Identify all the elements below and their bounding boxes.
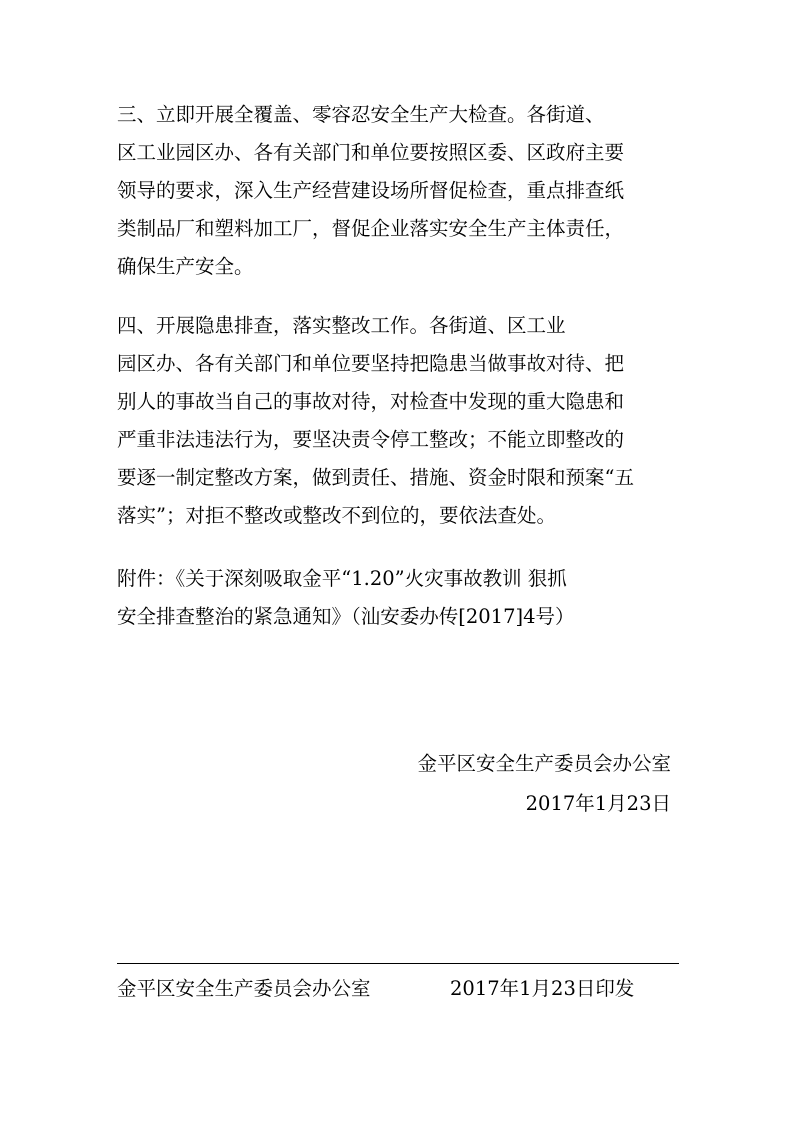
paragraph-line: 四、开展隐患排查，落实整改工作。各街道、区工业 [117, 314, 566, 337]
paragraph-line: 区工业园区办、各有关部门和单位要按照区委、区政府主要 [117, 141, 625, 164]
signature-org: 金平区安全生产委员会办公室 [417, 752, 671, 775]
footer-issued-date: 2017年1月23日印发 [450, 977, 635, 1000]
paragraph-line: 落实”；对拒不整改或整改不到位的，要依法查处。 [117, 504, 556, 527]
paragraph-line: 要逐一制定整改方案，做到责任、措施、资金时限和预案“五 [117, 466, 634, 489]
paragraph-line: 园区办、各有关部门和单位要坚持把隐患当做事故对待、把 [117, 352, 625, 375]
attachment-note [117, 560, 683, 636]
paragraph-line: 确保生产安全。 [117, 255, 254, 278]
footer-org: 金平区安全生产委员会办公室 [117, 977, 371, 1000]
paragraph-line: 安全排查整治的紧急通知》（汕安委办传[2017]4号） [117, 605, 575, 628]
signature-date: 2017年1月23日 [525, 792, 671, 815]
paragraph-line: 领导的要求，深入生产经营建设场所督促检查，重点排查纸 [117, 179, 625, 202]
paragraph-line: 附件：《关于深刻吸取金平“1.20”火灾事故教训 狠抓 [117, 567, 567, 590]
paragraph-3 [117, 96, 683, 286]
paragraph-4 [117, 307, 683, 535]
paragraph-line: 别人的事故当自己的事故对待，对检查中发现的重大隐患和 [117, 390, 625, 413]
footer-divider [117, 963, 679, 964]
paragraph-line: 严重非法违法行为，要坚决责令停工整改；不能立即整改的 [117, 428, 625, 451]
paragraph-line: 三、立即开展全覆盖、零容忍安全生产大检查。各街道、 [117, 103, 605, 126]
paragraph-line: 类制品厂和塑料加工厂，督促企业落实安全生产主体责任， [117, 217, 625, 240]
